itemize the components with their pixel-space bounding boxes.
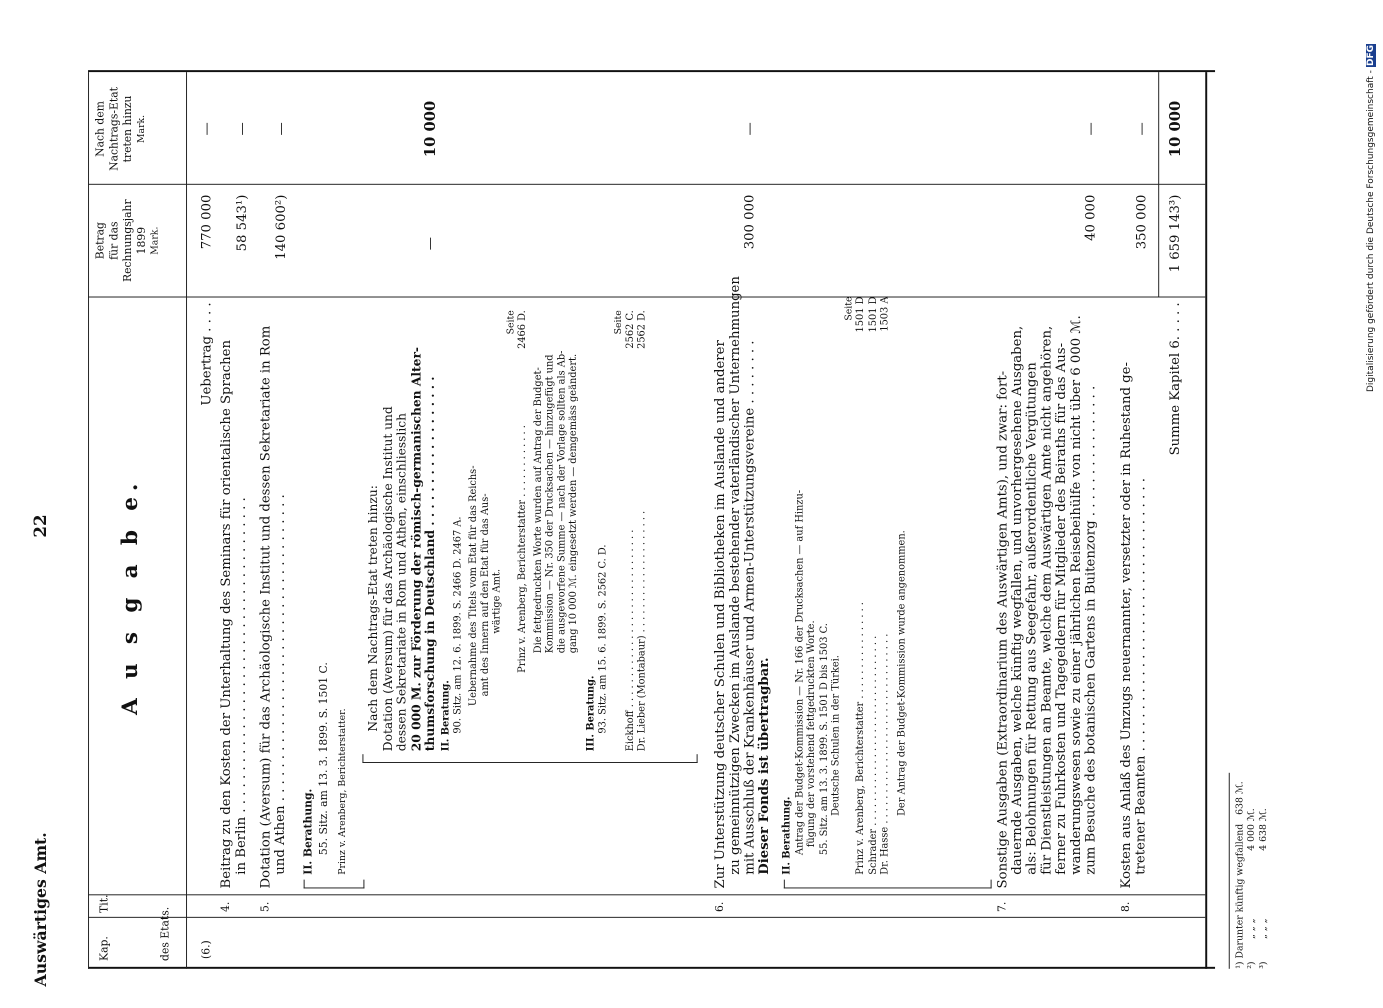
row-6-text: Zur Unterstützung deutscher Schulen und Bibliotheken im Auslande und anderer zu gemeinnützigen Zwecken im Auslande bestehender vaterländischer Unternehmungen mit Ausschluß der Krankenhäuser und Armen-Unterstützungsvereine . . . . . . . . Dieser Fonds ist übertragbar. bbox=[712, 276, 773, 889]
row-7-nach: — bbox=[1082, 122, 1099, 136]
tit-5: 5. bbox=[258, 901, 272, 912]
row-8-betrag: 350 000 bbox=[1133, 194, 1150, 250]
digitization-note: Digitalisierung gefördert durch die Deutsche Forschungsgemeinschaft - DFG bbox=[1366, 45, 1376, 392]
header-kap: Kap. bbox=[97, 936, 111, 961]
tit-8: 8. bbox=[1119, 901, 1132, 912]
row-5-beratung-reporter: Prinz v. Arenberg, Berichterstatter. bbox=[336, 708, 348, 875]
tit-6: 6. bbox=[713, 901, 727, 912]
dfg-logo: DFG bbox=[1366, 45, 1376, 67]
uebertrag-label: Uebertrag . . . . bbox=[198, 302, 215, 406]
summe-label: Summe Kapitel 6. . . . . bbox=[1167, 302, 1183, 456]
tit-4: 4. bbox=[219, 901, 233, 912]
row-7-betrag: 40 000 bbox=[1082, 194, 1099, 241]
row-5-text: Dotation (Aversum) für das Archäologische Institut und dessen Sekretariate in Rom und Athen . . . . . . . . . . . . . . . . . . . . . . . . . . . . . . . . . . . . . bbox=[257, 325, 288, 889]
page-number: 22 bbox=[31, 514, 51, 538]
document-page bbox=[0, 28, 1347, 1008]
row-6-beratung: II. Berathung. Antrag der Budget-Kommission — Nr. 166 der Drucksachen — auf Hinzu- fügung der vorstehend fettgedruckten Worte. 55. Sitz. am 13. 3. 1899. S. 1501 D bis 1503 C. Deutsche Schulen in der Türkei. Seite Prinz v. Arenberg, Berichterstatter . . . . . . . . . . . . . . . . 1501 D Schrader . . . . . . . . . . . . . . . . . . . . . . . . . . . . . . . 1501 D Dr. Hasse . . . . . . . . . . . . . . . . . . . . . . . . . . . . . . . 1503 A Der Antrag der Budget-Kommission wurde angenommen. bbox=[781, 296, 907, 875]
tit-7: 7. bbox=[995, 901, 1009, 912]
row-4-text: Beitrag zu den Kosten der Unterhaltung des Seminars für orientalische Sprachen in Berlin . . . . . . . . . . . . . . . . . . . . . . . . . . . . . . . . . . . . . . bbox=[218, 339, 249, 889]
row-5-nach: — bbox=[273, 122, 289, 136]
row-5-beratung-sitz: 55. Sitz. am 13. 3. 1899. S. 1501 C. bbox=[317, 662, 331, 856]
header-des-etats: des Etats. bbox=[158, 906, 172, 961]
nachtrag-betrag-dash: — bbox=[422, 236, 438, 251]
header-nach: Nach dem Nachtrags-Etat treten hinzu Mark. bbox=[93, 87, 147, 171]
header-tit: Tit. bbox=[97, 894, 111, 913]
uebertrag-betrag: 770 000 bbox=[198, 194, 215, 250]
kap-value: (6.) bbox=[199, 940, 213, 959]
row-7-text: Sonstige Ausgaben (Extraordinarium des Auswärtigen Amts), und zwar: fort- dauernde Ausgaben, welche künftig wegfallen, und unvorhergesehene Ausgaben, als: Belohnungen für Rettung aus Seegefahr, außerordentliche Vergütungen für Dienstleistungen an Beamte, welche dem Auswärtigen Amte nicht angehören, ferner zu Fuhrkosten und Tagegeldern für Mitglieder des Beiraths für das Aus- wanderungswesen sowie zu einer jährlichen Reisebeihülfe von nicht über 6 000 ℳ. zum Besuche des botanischen Gartens in Buitenzorg . . . . . . . . . . . . . . . . bbox=[994, 315, 1099, 889]
summe-betrag: 1 659 143³) bbox=[1167, 194, 1183, 273]
row-4-nach: — bbox=[234, 122, 250, 136]
header-betrag: Betrag für das Rechnungsjahr 1899 Mark. bbox=[93, 199, 161, 282]
row-6-betrag: 300 000 bbox=[741, 194, 758, 250]
row-4-betrag: 58 543¹) bbox=[234, 194, 250, 252]
office-title: Auswärtiges Amt. bbox=[31, 832, 50, 987]
nachtrag-amount: 10 000 bbox=[421, 100, 439, 158]
uebertrag-nach: — bbox=[198, 122, 215, 136]
row-8-text: Kosten aus Anlaß des Umzugs neuernannter, versetzter oder in Ruhestand ge- tretener Beamten . . . . . . . . . . . . . . . . . . . . . . . . . . . . . . . . . bbox=[1118, 362, 1149, 889]
row-5-betrag: 140 600²) bbox=[273, 194, 289, 260]
section-title: A u s g a b e. bbox=[117, 477, 143, 716]
row-6-nach: — bbox=[741, 122, 758, 136]
row-5-beratung-heading: II. Berathung. bbox=[301, 788, 315, 875]
row-8-nach: — bbox=[1133, 122, 1150, 136]
nachtrag-block: Nach dem Nachtrags-Etat treten hinzu: Dotation (Aversum) für das Archäologische Institut und dessen Sekretariate in Rom und Athen, einschliesslich 20 000 M. zur Förderung der römisch-germanischen Alter- thumsforschung in Deutschland . . . . . . . . . . . . . . . . . . bbox=[365, 346, 437, 752]
footnotes: ¹) Darunter künftig wegfallend 638 ℳ. ²) „ „ „ 4 000 ℳ. ³) „ „ „ 4 638 ℳ. bbox=[1234, 781, 1269, 969]
summe-nach: 10 000 bbox=[1166, 100, 1184, 158]
nachtrag-details: II. Beratung. 90. Sitz. am 12. 6. 1899. S. 2466 D. 2467 A. Uebernahme des Titels vom Etat für das Reichs- amt des Innern auf den Etat für das Aus- wärtige Amt. Seite Prinz v. Arenberg, Berichterstatter . . . . . . . . . . . . 2466 D. Die fettgedruckten Worte wurden auf Antrag der Budget- Kommission — Nr. 350 der Drucksachen — hinzugefügt und die ausgeworfene Summe — nach der Vorlage sollten als Ab- gang 10 000 ℳ. eingesetzt werden — demgemäss geändert. III. Beratung. 93. Sitz. am 15. 6. 1899. S. 2562 C. D. Seite Eickhoff . . . . . . . . . . . . . . . . . . . . . . . . . . . . . 2562 C. Dr. Lieber (Montabaur) . . . . . . . . . . . . . . . . . . . . 2562 D. bbox=[440, 310, 648, 752]
